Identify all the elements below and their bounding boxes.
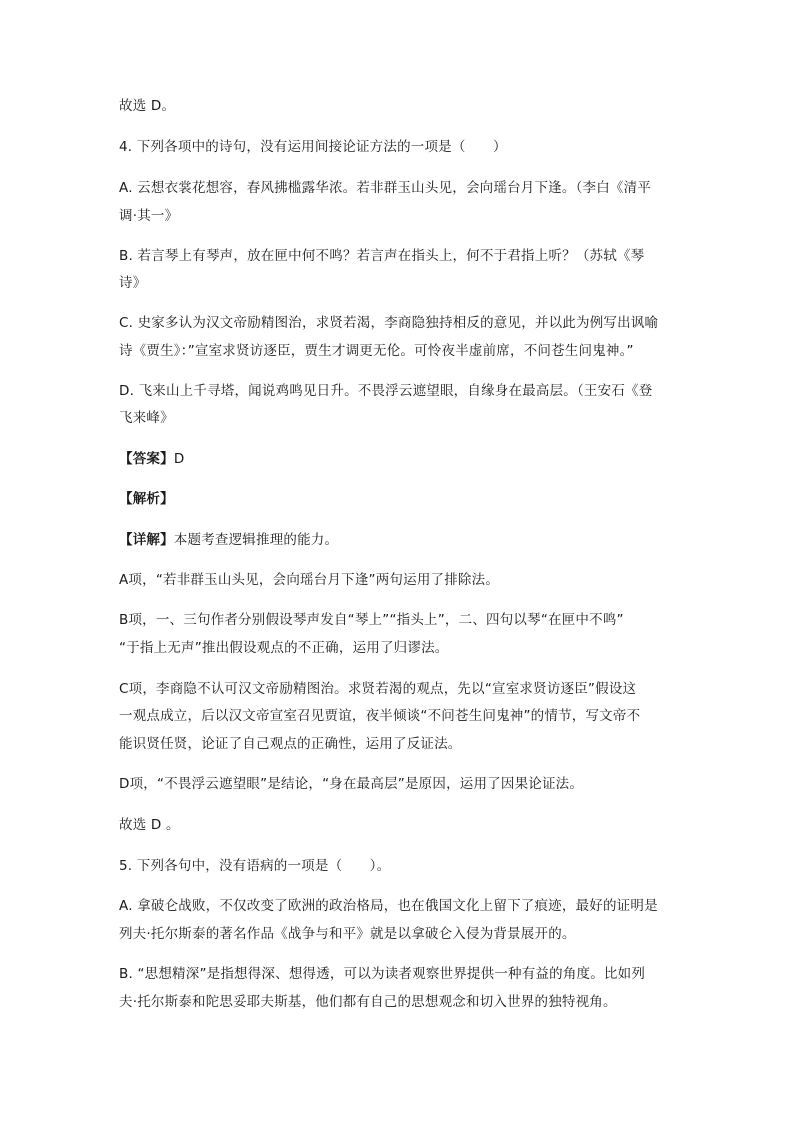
detail-line — [119, 530, 338, 550]
analysis-tag: 【解析】 — [119, 491, 174, 507]
question-5-option-a-line-1: A. 拿破仑战败，不仅改变了欧洲的政治格局，也在俄国文化上留下了痕迹，最好的证明是 — [119, 898, 658, 914]
question-4-option-c-line-1: C. 史家多认为汉文帝励精图治，求贤若渴，李商隐独持相反的意见，并以此为例写出讽喻 — [119, 315, 659, 331]
previous-answer-line: 故选 D。 — [119, 98, 176, 114]
analysis-line — [119, 489, 174, 509]
question-4-option-b-line-2: 诗》 — [119, 275, 147, 291]
question-5-option-a-line-2: 列夫·托尔斯泰的著名作品《战争与和平》就是以拿破仑入侵为背景展开的。 — [119, 926, 576, 942]
explanation-a: A项，“若非群玉山头见，会向瑶台月下逢”两句运用了排除法。 — [119, 572, 500, 588]
question-4-option-d-line-2: 飞来峰》 — [119, 410, 174, 426]
detail-tag: 【详解】 — [119, 532, 174, 548]
explanation-c-line-2: 一观点成立，后以汉文帝宣室召见贾谊，夜半倾谈“不问苍生问鬼神”的情节，写文帝不 — [119, 708, 641, 724]
answer-line — [119, 449, 184, 469]
explanation-d: D项，“不畏浮云遮望眼”是结论，“身在最高层”是原因，运用了因果论证法。 — [119, 776, 584, 792]
explanation-c-line-3: 能识贤任贤，论证了自己观点的正确性，运用了反证法。 — [119, 736, 462, 752]
detail-text: 本题考查逻辑推理的能力。 — [173, 532, 339, 548]
question-4-option-b-line-1: B. 若言琴上有琴声，放在匣中何不鸣？若言声在指头上，何不于君指上听？（苏轼《琴 — [119, 248, 645, 264]
explanation-b-line-1: B项，一、三句作者分别假设琴声发自“琴上”“指头上”，二、四句以琴“在匣中不鸣” — [119, 612, 624, 628]
question-4-option-a-line-2: 调·其一》 — [119, 208, 179, 224]
choose-answer-line: 故选 D 。 — [119, 817, 180, 833]
question-4-stem: 4. 下列各项中的诗句，没有运用间接论证方法的一项是（ ） — [119, 139, 507, 155]
question-5-option-b-line-2: 夫·托尔斯泰和陀思妥耶夫斯基，他们都有自己的思想观念和切入世界的独特视角。 — [119, 994, 617, 1010]
question-4-option-a-line-1: A. 云想衣裳花想容，春风拂槛露华浓。若非群玉山头见，会向瑶台月下逢。（李白《清平 — [119, 180, 652, 196]
question-4-option-d-line-1: D. 飞来山上千寻塔，闻说鸡鸣见日升。不畏浮云遮望眼，自缘身在最高层。（王安石《登 — [119, 383, 653, 399]
question-5-stem: 5. 下列各句中，没有语病的一项是（ ）。 — [119, 858, 391, 874]
question-4-option-c-line-2: 诗《贾生》：”宣室求贤访逐臣，贾生才调更无伦。可怜夜半虚前席，不问苍生问鬼神。” — [119, 343, 634, 359]
explanation-c-line-1: C项，李商隐不认可汉文帝励精图治。求贤若渴的观点，先以“宣室求贤访逐臣”假设这 — [119, 681, 637, 697]
answer-value: D — [173, 451, 185, 467]
answer-tag: 【答案】 — [119, 451, 174, 467]
question-5-option-b-line-1: B. “思想精深”是指想得深、想得透，可以为读者观察世界提供一种有益的角度。比如列 — [119, 966, 646, 982]
explanation-b-line-2: “于指上无声”推出假设观点的不正确，运用了归谬法。 — [119, 640, 449, 656]
